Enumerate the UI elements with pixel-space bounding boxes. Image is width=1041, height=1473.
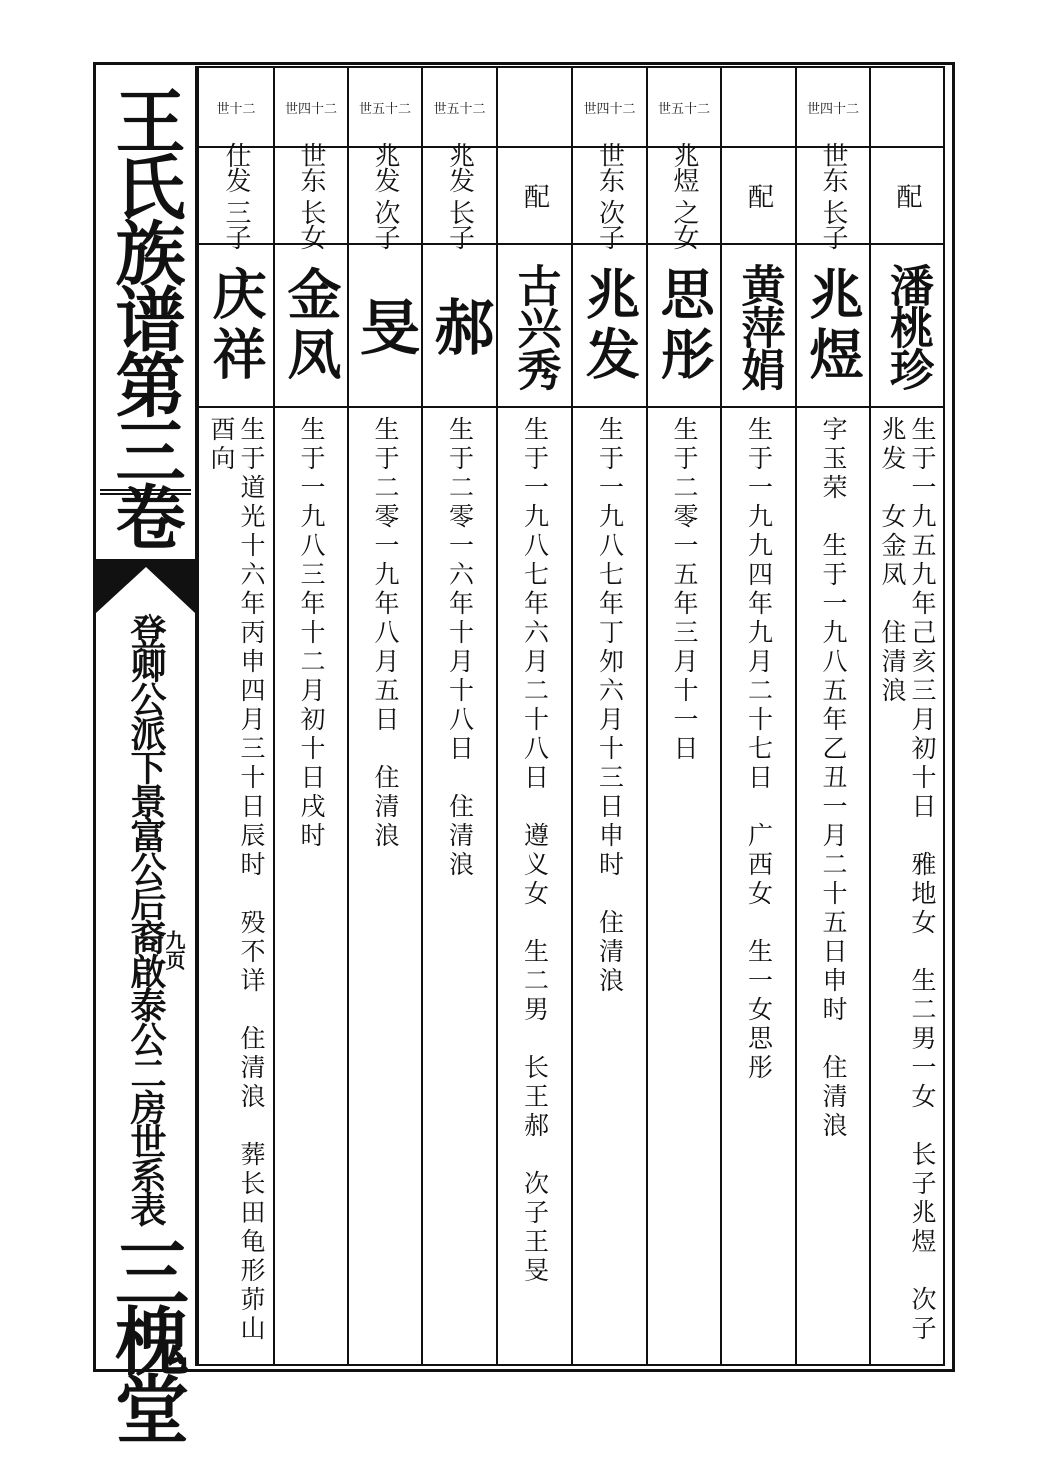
- relation-label: 配: [892, 183, 922, 208]
- relation-label: 世东 长女: [296, 141, 326, 250]
- person-column: [496, 68, 571, 1364]
- person-name: 古兴秀: [509, 263, 561, 389]
- page-number: 九页: [162, 930, 186, 970]
- person-detail: 生于一九八七年六月二十八日 遵义女 生二男 长王郝 次子王旻: [520, 416, 550, 1286]
- hall-name: 三槐堂: [103, 1235, 189, 1439]
- relation-label: 兆煜 之女: [669, 141, 699, 250]
- generation-label: [871, 68, 943, 146]
- relation-label: 配: [519, 183, 550, 208]
- generation-label: 世五十二: [433, 101, 486, 117]
- generation-label: 世五十二: [657, 101, 710, 117]
- generation-label: [722, 68, 795, 146]
- title-rule-top: [100, 489, 191, 491]
- person-column: [571, 68, 646, 1364]
- person-column: [347, 68, 421, 1364]
- person-column: [273, 68, 347, 1364]
- person-name: 郝: [424, 296, 495, 356]
- person-column: [197, 68, 273, 1364]
- title-rule-bottom: [100, 493, 191, 495]
- relation-label: 仕发 三子: [221, 141, 251, 250]
- person-detail: 生于二零一六年十月十八日 住清浪: [445, 416, 475, 880]
- relation-label: 配: [743, 183, 774, 208]
- genealogy-table: [197, 68, 943, 1364]
- volume-title: 王氏族谱第三卷: [104, 85, 187, 547]
- person-name: 黄萍娟: [733, 263, 785, 389]
- person-detail: 字玉荣 生于一九八五年乙丑一月二十五日申时 住清浪: [819, 416, 848, 1141]
- person-column: [869, 68, 943, 1364]
- person-detail: 生于道光十六年丙申四月三十日辰时 殁不详 住清浪 葬长田龟形茆山 酉向: [207, 416, 266, 1344]
- person-name: 兆煜: [801, 266, 865, 386]
- generation-label: 世四十二: [806, 101, 859, 117]
- person-name: 潘桃珍: [882, 263, 933, 389]
- person-detail: 生于二零一五年三月十一日: [670, 416, 699, 764]
- person-column: [646, 68, 720, 1364]
- person-detail: 生于一九五九年己亥三月初十日 雅地女 生二男一女 长子兆煜 次子 兆发 女金凤 住清浪: [878, 416, 937, 1344]
- person-name: 金凤: [279, 266, 343, 386]
- person-column: [720, 68, 795, 1364]
- relation-label: 兆发 次子: [370, 141, 400, 250]
- lineage-subtitle: 登卿公派下景富公后裔啟泰公二房世系表: [125, 613, 167, 1225]
- banner-ornament: [96, 559, 195, 613]
- person-column: [795, 68, 869, 1364]
- person-name: 旻: [350, 296, 420, 356]
- person-name: 兆发: [577, 266, 642, 386]
- generation-label: 世四十二: [583, 101, 636, 117]
- relation-label: 世东 长子: [818, 141, 848, 250]
- generation-label: 世五十二: [358, 101, 411, 117]
- generation-label: 世四十二: [284, 101, 337, 117]
- person-detail: 生于二零一九年八月五日 住清浪: [371, 416, 400, 851]
- relation-label: 世东 次子: [594, 141, 625, 250]
- person-name: 思彤: [652, 266, 716, 386]
- generation-label: [498, 68, 571, 146]
- person-detail: 生于一九九四年九月二十七日 广西女 生一女思彤: [744, 416, 774, 1083]
- person-name: 庆祥: [204, 266, 268, 386]
- person-column: [421, 68, 496, 1364]
- relation-label: 兆发 长子: [444, 141, 475, 250]
- person-detail: 生于一九八三年十二月初十日戌时: [297, 416, 326, 851]
- person-detail: 生于一九八七年丁夘六月十三日申时 住清浪: [595, 416, 625, 996]
- spine-panel: [96, 65, 195, 1439]
- generation-label: 世十二: [216, 101, 256, 117]
